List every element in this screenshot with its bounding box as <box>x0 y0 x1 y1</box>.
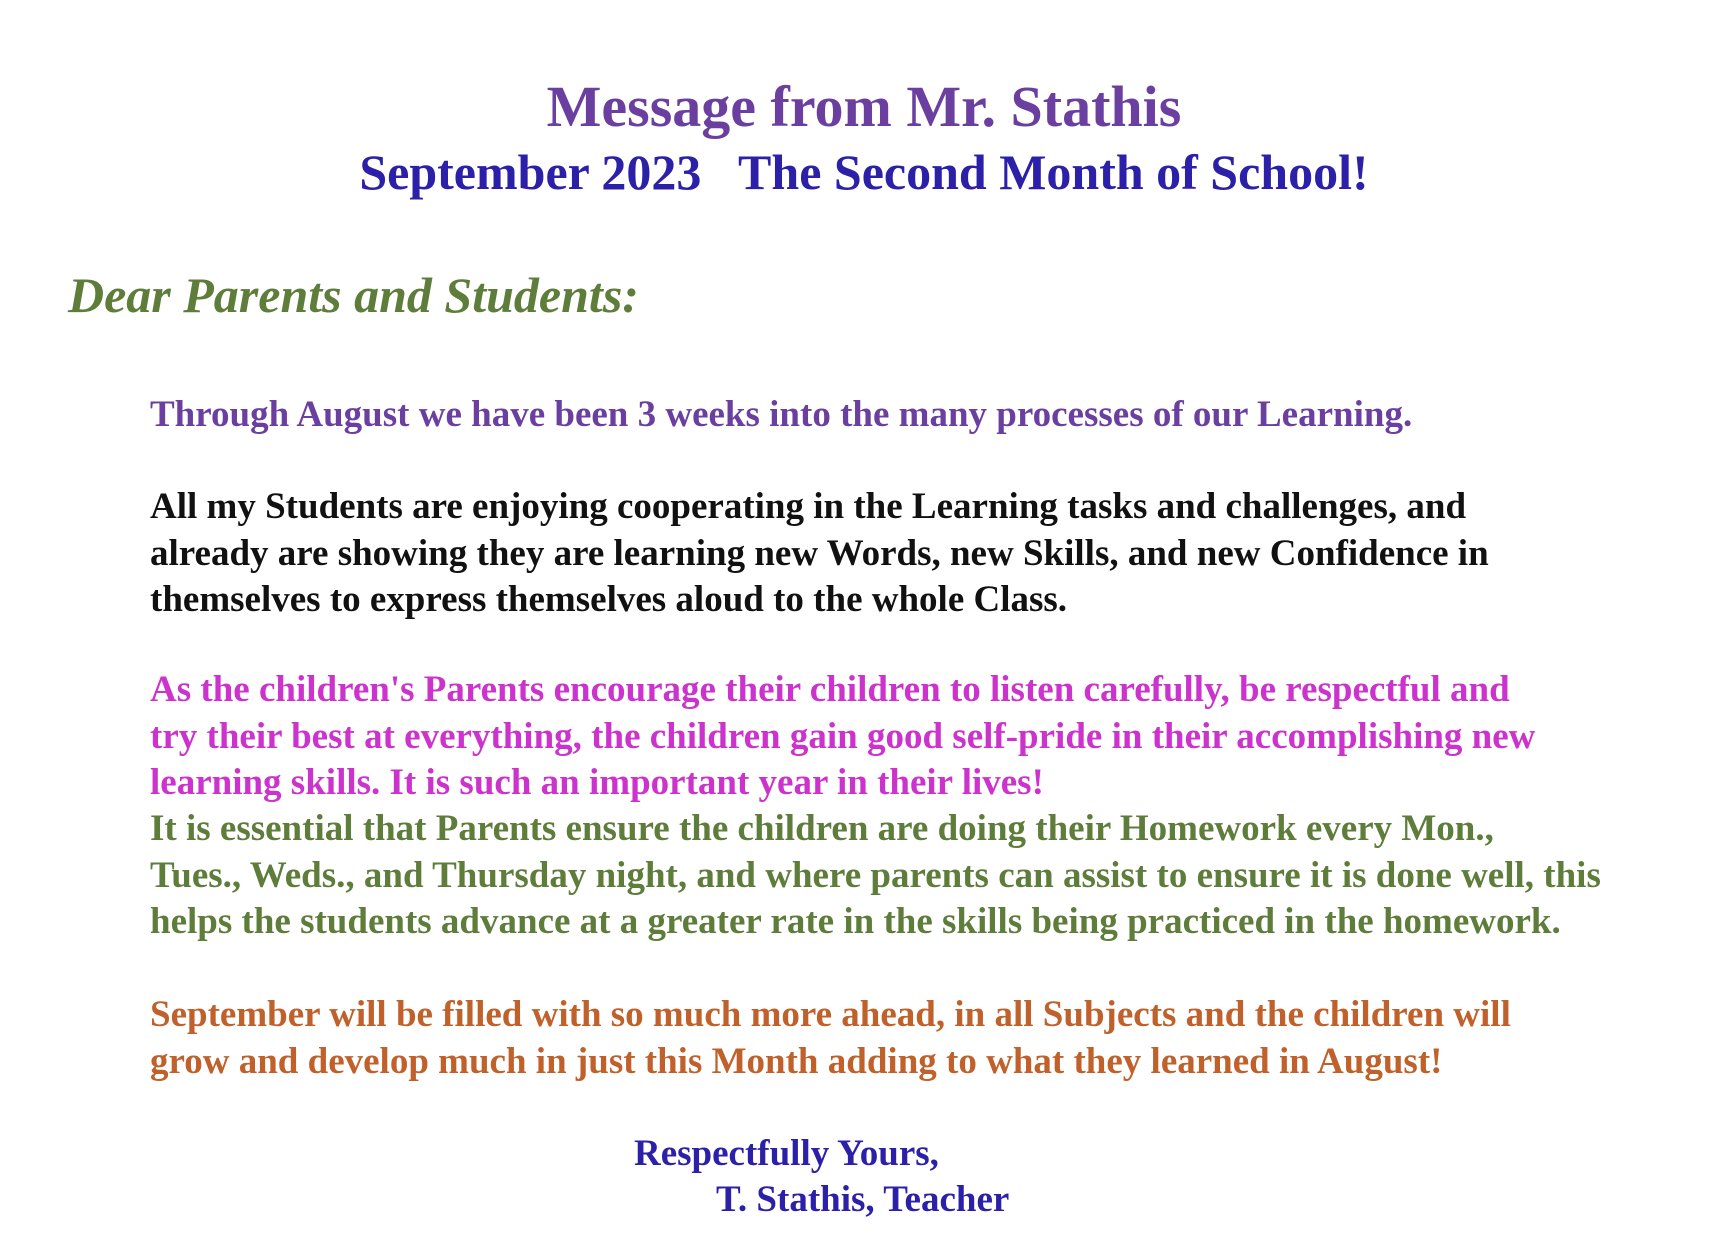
paragraph-line: It is essential that Parents ensure the children are doing their Homework every Mon., <box>150 808 1494 849</box>
paragraph-parents-encourage <box>68 667 1668 807</box>
page-subtitle: September 2023 The Second Month of School! <box>359 144 1369 200</box>
paragraph-students-enjoying <box>68 484 1668 624</box>
paragraph-line: All my Students are enjoying cooperating in the Learning tasks and challenges, and <box>150 486 1467 527</box>
paragraph-line: try their best at everything, the children gain good self-pride in their accomplishing new <box>150 715 1536 757</box>
page-title: Message from Mr. Stathis <box>546 74 1182 139</box>
paragraph-line: As the children's Parents encourage their children to listen carefully, be respectful and <box>150 669 1510 710</box>
closing: Respectfully Yours, <box>634 1133 939 1174</box>
paragraph-line: Tues., Weds., and Thursday night, and where parents can assist to ensure it is done well, this <box>150 854 1601 896</box>
paragraph-line: grow and develop much in just this Month adding to what they learned in August! <box>150 1040 1443 1082</box>
paragraph-line: Through August we have been 3 weeks into the many processes of our Learning. <box>150 394 1413 435</box>
paragraph-september-ahead <box>68 992 1668 1085</box>
salutation: Dear Parents and Students: <box>68 267 639 323</box>
paragraph-line: learning skills. It is such an important year in their lives! <box>150 762 1044 803</box>
paragraph-line: already are showing they are learning new Words, new Skills, and new Confidence in <box>150 532 1489 574</box>
paragraph-line: helps the students advance at a greater rate in the skills being practiced in the homework. <box>150 901 1561 942</box>
paragraph-line: themselves to express themselves aloud to the whole Class. <box>150 579 1068 620</box>
signature: T. Stathis, Teacher <box>716 1179 1010 1220</box>
paragraph-august-progress <box>68 392 1668 439</box>
paragraph-homework <box>68 806 1668 946</box>
paragraph-line: September will be filled with so much more ahead, in all Subjects and the children will <box>150 994 1511 1035</box>
